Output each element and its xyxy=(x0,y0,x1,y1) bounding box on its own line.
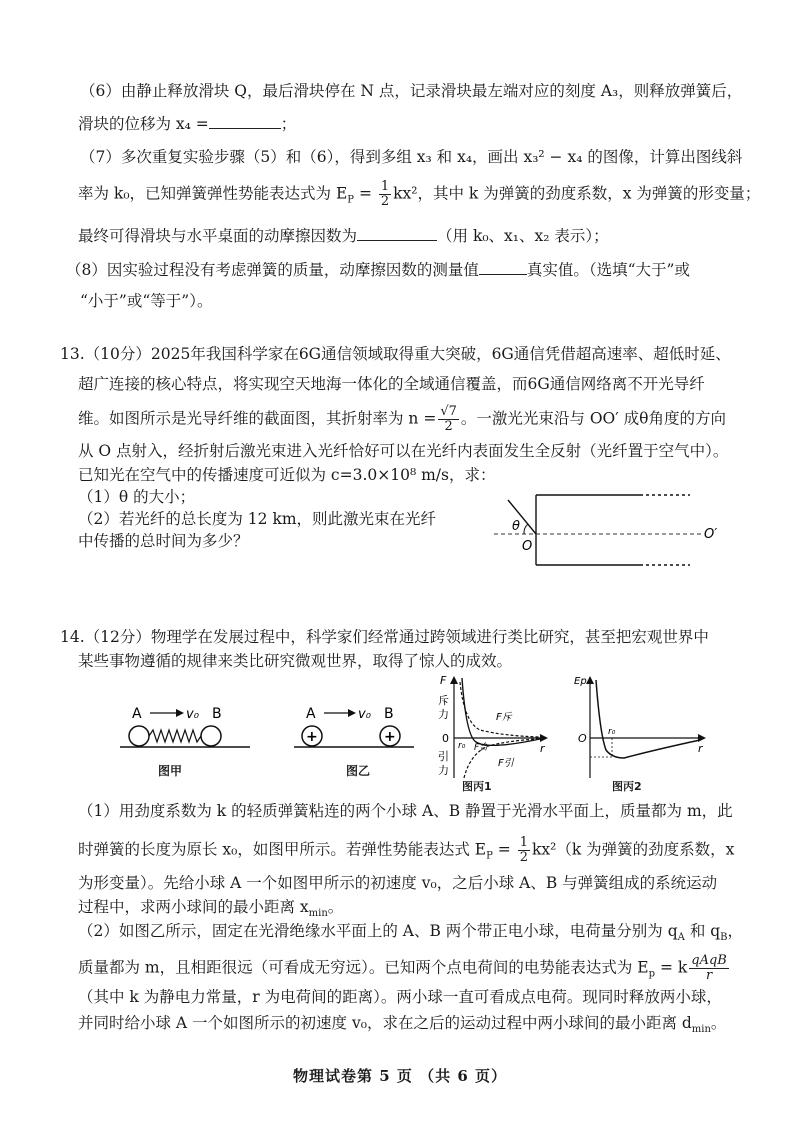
q14-part2-line4 xyxy=(78,1012,726,1041)
ball-A-label: A xyxy=(132,706,142,722)
ball-A xyxy=(129,726,149,746)
q13-line2: 超广连接的核心特点，将实现空天地海一体化的全域通信覆盖，而6G通信网络离不开光导纤 xyxy=(78,375,705,393)
ball-B-label: B xyxy=(384,706,394,722)
q12-step8-text-b: 真实值。（选填“大于”或 xyxy=(526,261,690,279)
fraction-numerator: 1 xyxy=(380,179,390,194)
point-O-prime-label: O′ xyxy=(704,527,718,542)
fraction-numerator: qAqB xyxy=(691,953,727,968)
q14-part1-line2 xyxy=(78,836,734,868)
fraction-denominator: r xyxy=(705,968,713,983)
q14-part2-line2 xyxy=(78,954,731,986)
q13-line3 xyxy=(78,405,726,434)
answer-blank xyxy=(357,224,437,241)
q13-part1: （1）θ 的大小； xyxy=(78,488,196,506)
caption-bing2: 图丙2 xyxy=(612,780,642,793)
repulsive-force-curve xyxy=(460,682,540,737)
q13-line5: 已知光在空气中的传播速度可近似为 c=3.0×10⁸ m/s，求： xyxy=(78,466,496,484)
optical-fiber-diagram xyxy=(490,478,730,578)
q12-step7-line1: （7）多次重复实验步骤（5）和（6），得到多组 x₃ 和 x₄，画出 x₃² − x₄ 的图像，计算出图线斜 xyxy=(80,148,743,166)
F-attractive-label: F引 xyxy=(498,758,514,769)
fraction-numerator: √7 xyxy=(440,404,457,419)
q14-line1: 14.（12分）物理学在发展过程中，科学家们经常通过跨领域进行类比研究，甚至把宏观世界中 xyxy=(60,628,709,646)
F-net-label: F合 xyxy=(474,743,489,753)
q12-step7-text: 最终可得滑块与水平桌面的动摩擦因数为 xyxy=(78,227,358,245)
velocity-label: v₀ xyxy=(186,707,199,722)
q12-step7-hint: （用 k₀、x₁、x₂ 表示）； xyxy=(437,227,609,245)
attractive-label-2: 力 xyxy=(438,764,449,777)
fraction-denominator: 2 xyxy=(380,194,390,209)
q14-part1-line3: 为形变量）。先给小球 A 一个如图甲所示的初速度 v₀，之后小球 A、B 与弹簧组成的系统运动 xyxy=(78,874,718,892)
answer-blank xyxy=(209,112,281,129)
subscript-p: P xyxy=(347,194,355,206)
caption-jia: 图甲 xyxy=(158,764,183,778)
ball-B xyxy=(201,726,221,746)
q12-step6-line1: （6）由静止释放滑块 Q，最后滑块停在 N 点，记录滑块最左端对应的刻度 A₃，则释放弹簧后， xyxy=(80,82,743,100)
q14-part2-text-d: 并同时给小球 A 一个如图所示的初速度 v₀，求在之后的运动过程中两小球间的最小距离 d xyxy=(78,1014,692,1032)
arrow-head xyxy=(348,709,356,717)
fraction-half xyxy=(379,180,391,209)
q12-step6-line2 xyxy=(78,112,296,135)
subscript-P: P xyxy=(486,850,493,862)
q14-part1-line1: （1）用劲度系数为 k 的轻质弹簧粘连的两个小球 A、B 静置于光滑水平面上，质量都为 m，此 xyxy=(78,802,733,820)
q14-part2-line3: （其中 k 为静电力常量，r 为电荷间的距离）。两小球一直可看成点电荷。现同时释放两小球， xyxy=(78,988,722,1006)
ball-A-label: A xyxy=(306,706,316,722)
q14-part1-text: 过程中，求两小球间的最小距离 x xyxy=(78,898,309,916)
q13-part2-line2: 中传播的总时间为多少？ xyxy=(78,532,249,550)
figure-jia-spring-balls xyxy=(112,700,262,760)
period: 。 xyxy=(710,1014,727,1032)
comma: ， xyxy=(727,922,744,940)
equals-k: = k xyxy=(655,958,688,977)
q12-step7-line2 xyxy=(78,180,760,212)
q12-step7-line3 xyxy=(78,224,609,247)
velocity-label: v₀ xyxy=(358,707,371,722)
angle-arc xyxy=(524,524,528,534)
answer-blank xyxy=(479,258,527,275)
repulsive-label-1: 斥 xyxy=(438,694,449,707)
axis-F-label: F xyxy=(440,674,447,687)
caption-yi: 图乙 xyxy=(346,764,371,778)
q12-step8-line2: “小于”或“等于”）。 xyxy=(80,292,213,310)
plus-sign-A: + xyxy=(306,729,318,745)
axis-Ep-label: Ep xyxy=(574,676,587,687)
equals: = xyxy=(492,840,516,859)
arrow-head xyxy=(176,709,184,717)
q13-part2-line1: （2）若光纤的总长度为 12 km，则此激光束在光纤 xyxy=(78,510,437,528)
q13-line3-text-b: 。一激光光束沿与 OO′ 成θ角度的方向 xyxy=(460,409,727,428)
subscript-A: A xyxy=(677,932,685,944)
q12-step7-text-a: 率为 k₀，已知弹簧弹性势能表达式为 E xyxy=(78,184,348,203)
fraction-denominator: 2 xyxy=(444,419,453,434)
q13-line4: 从 O 点射入，经折射后激光束进入光纤恰好可以在光纤内表面发生全反射（光纤置于空气中）。 xyxy=(78,442,729,460)
q12-step8-text-a: （8）因实验过程没有考虑弹簧的质量，动摩擦因数的测量值 xyxy=(66,261,479,279)
attractive-label-1: 引 xyxy=(438,750,449,763)
repulsive-label-2: 力 xyxy=(438,708,449,721)
fraction-half xyxy=(518,836,530,865)
page-footer: 物理试卷第 5 页 （共 6 页） xyxy=(293,1067,507,1085)
subscript-p: p xyxy=(648,968,656,980)
axis-r-label: r xyxy=(540,742,545,755)
r0-label: r₀ xyxy=(608,727,616,737)
q12-step6-end: ； xyxy=(280,115,297,133)
potential-energy-curve xyxy=(596,680,700,758)
theta-label: θ xyxy=(512,519,520,534)
point-O-label: O xyxy=(522,539,533,554)
q13-line1: 13.（10分）2025年我国科学家在6G通信领域取得重大突破，6G通信凭借超高速率、超低时延、 xyxy=(60,345,731,363)
r0-label: r₀ xyxy=(458,741,466,751)
q13-line3-text-a: 维。如图所示是光导纤维的截面图，其折射率为 n = xyxy=(78,409,437,428)
equals: = xyxy=(354,184,377,203)
figure-bing1-force-graph xyxy=(436,674,551,786)
q14-part2-line1 xyxy=(78,920,743,949)
q14-part1-text-a: 时弹簧的长度为原长 x₀，如图甲所示。若弹性势能表达式 E xyxy=(78,840,487,859)
origin-label: 0 xyxy=(442,732,449,745)
spring xyxy=(149,730,201,742)
q12-step7-text-d: kx²，其中 k 为弹簧的劲度系数，x 为弹簧的形变量； xyxy=(393,184,761,203)
q12-step8-line1 xyxy=(66,258,690,281)
q12-step6-text: 滑块的位移为 x₄ = xyxy=(78,115,209,133)
subscript-min: min xyxy=(691,1024,711,1036)
fraction-numerator: 1 xyxy=(519,835,528,850)
y-axis-arrow xyxy=(450,676,458,684)
y-axis-arrow xyxy=(586,676,594,684)
q14-part2-text-a: （2）如图乙所示，固定在光滑绝缘水平面上的 A、B 两个带正电小球，电荷量分别为 q xyxy=(78,922,678,940)
caption-bing1: 图丙1 xyxy=(462,780,492,793)
period: 。 xyxy=(327,898,344,916)
q14-part2-text-b: 质量都为 m，且相距很远（可看成无穷远）。已知两个点电荷间的电势能表达式为 E xyxy=(78,958,649,977)
ball-B-label: B xyxy=(212,706,222,722)
x-axis-arrow xyxy=(540,734,548,742)
q14-part2-text-m: 和 q xyxy=(684,922,721,940)
axis-r-label: r xyxy=(698,742,703,755)
subscript-min: min xyxy=(308,908,328,920)
q14-part1-text-d: kx²（k 为弹簧的劲度系数，x xyxy=(532,840,735,859)
F-repulsive-label: F斥 xyxy=(496,712,512,723)
q14-line2: 某些事物遵循的规律来类比研究微观世界，取得了惊人的成效。 xyxy=(78,652,513,670)
fraction-denominator: 2 xyxy=(519,850,528,865)
refractive-index-fraction xyxy=(438,405,459,434)
origin-label: O xyxy=(578,732,587,745)
potential-fraction xyxy=(689,954,729,983)
plus-sign-B: + xyxy=(384,729,396,745)
figure-yi-charged-balls xyxy=(290,700,420,760)
subscript-B: B xyxy=(720,932,728,944)
figure-bing2-potential-energy-graph xyxy=(568,674,708,786)
